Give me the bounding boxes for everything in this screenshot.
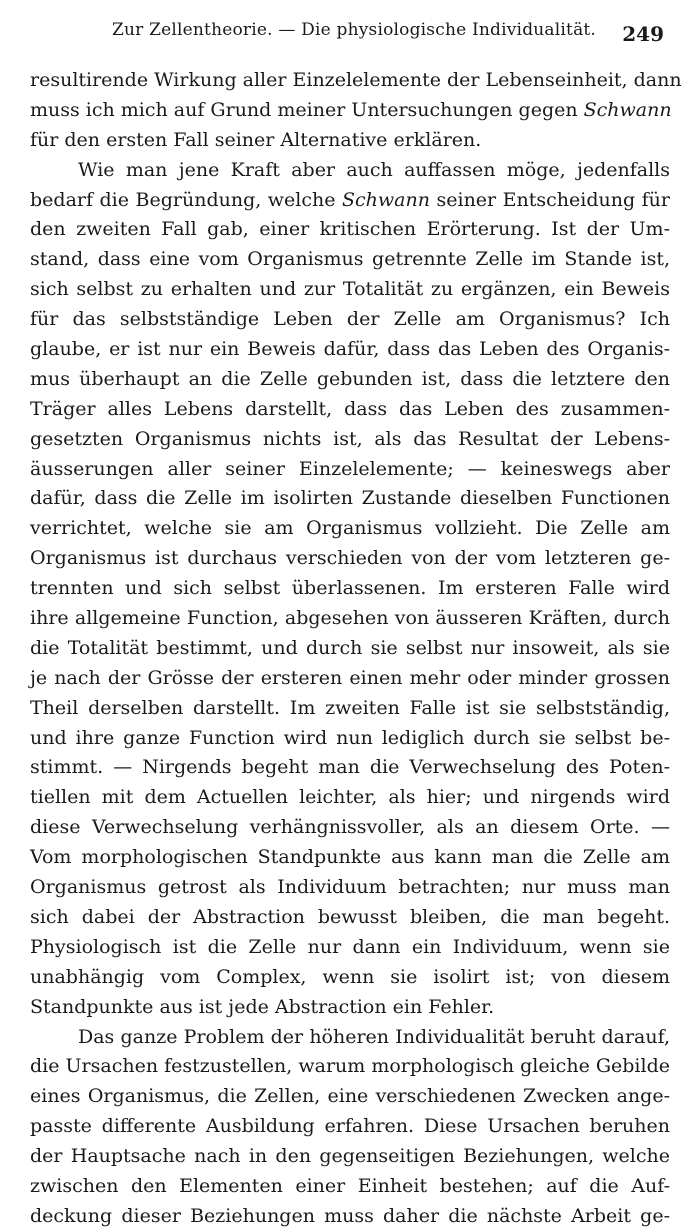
text-line: stimmt. — Nirgends begeht man die Verwechselung des Poten-: [30, 756, 670, 779]
text-line: äusserungen aller seiner Einzelelemente; — keineswegs aber: [30, 457, 670, 480]
page-header: [0, 0, 692, 60]
text-line: sich selbst zu erhalten und zur Totalität zu ergänzen, ein Beweis: [30, 278, 670, 301]
text-line: eines Organismus, die Zellen, eine verschiedenen Zwecken ange-: [30, 1085, 670, 1108]
text-line: Das ganze Problem der höheren Individualität beruht darauf,: [78, 1025, 670, 1048]
text-line: die Totalität bestimmt, und durch sie selbst nur insoweit, als sie: [30, 636, 670, 659]
text-line: stand, dass eine vom Organismus getrennte Zelle im Stande ist,: [30, 248, 670, 271]
text-line: Vom morphologischen Standpunkte aus kann man die Zelle am: [30, 846, 670, 869]
text-line: mus überhaupt an die Zelle gebunden ist, dass die letztere den: [30, 367, 670, 390]
text-line: unabhängig vom Complex, wenn sie isolirt ist; von diesem: [30, 965, 670, 988]
text-line: bedarf die Begründung, welche Schwann seiner Entscheidung für: [30, 188, 670, 211]
body-text: [30, 66, 682, 1232]
text-line: Physiologisch ist die Zelle nur dann ein Individuum, wenn sie: [30, 935, 670, 958]
text-line: Theil derselben darstellt. Im zweiten Falle ist sie selbstständig,: [30, 696, 670, 719]
text-line: muss ich mich auf Grund meiner Untersuchungen gegen Schwann: [30, 98, 672, 121]
text-line: Träger alles Lebens darstellt, dass das Leben des zusammen-: [30, 397, 670, 420]
text-line: Organismus getrost als Individuum betrachten; nur muss man: [30, 876, 670, 899]
paragraph: [30, 66, 682, 156]
text-line: passte differente Ausbildung erfahren. Diese Ursachen beruhen: [30, 1115, 670, 1138]
text-line: für das selbstständige Leben der Zelle am Organismus? Ich: [30, 308, 670, 331]
text-line: tiellen mit dem Actuellen leichter, als hier; und nirgends wird: [30, 786, 670, 809]
text-line: resultirende Wirkung aller Einzelelemente der Lebenseinheit, dann: [30, 69, 682, 91]
text-line: je nach der Grösse der ersteren einen mehr oder minder grossen: [30, 666, 670, 689]
text-line: den zweiten Fall gab, einer kritischen Erörterung. Ist der Um-: [30, 218, 670, 241]
text-line: für den ersten Fall seiner Alternative erklären.: [30, 128, 482, 151]
text-line: und ihre ganze Function wird nun lediglich durch sie selbst be-: [30, 726, 670, 749]
italic-name: Schwann: [583, 98, 672, 121]
text-line: deckung dieser Beziehungen muss daher die nächste Arbeit ge-: [30, 1204, 670, 1227]
text-line: diese Verwechselung verhängnissvoller, als an diesem Orte. —: [30, 816, 670, 839]
page-number: 249: [622, 22, 664, 46]
text-line: Wie man jene Kraft aber auch auffassen möge, jedenfalls: [78, 158, 670, 181]
italic-name: Schwann: [342, 188, 430, 211]
paragraph: [30, 156, 670, 1023]
text-line: dafür, dass die Zelle im isolirten Zustande dieselben Functionen: [30, 487, 670, 510]
text-line: zwischen den Elementen einer Einheit bestehen; auf die Auf-: [30, 1174, 670, 1197]
text-line: verrichtet, welche sie am Organismus vollzieht. Die Zelle am: [30, 517, 670, 540]
text-line: glaube, er ist nur ein Beweis dafür, dass das Leben des Organis-: [30, 338, 670, 361]
running-head: Zur Zellentheorie. — Die physiologische Individualität.: [112, 20, 597, 40]
text-line: Organismus ist durchaus verschieden von der vom letzteren ge-: [30, 547, 670, 570]
text-line: gesetzten Organismus nichts ist, als das Resultat der Lebens-: [30, 427, 670, 450]
paragraph: [30, 1023, 670, 1232]
text-line: ihre allgemeine Function, abgesehen von äusseren Kräften, durch: [30, 607, 670, 630]
text-line: sich dabei der Abstraction bewusst bleiben, die man begeht.: [30, 905, 670, 928]
text-line: die Ursachen festzustellen, warum morphologisch gleiche Gebilde: [30, 1055, 670, 1078]
text-line: Standpunkte aus ist jede Abstraction ein Fehler.: [30, 995, 495, 1018]
text-line: trennten und sich selbst überlassenen. Im ersteren Falle wird: [30, 577, 670, 600]
text-line: der Hauptsache nach in den gegenseitigen Beziehungen, welche: [30, 1145, 670, 1168]
